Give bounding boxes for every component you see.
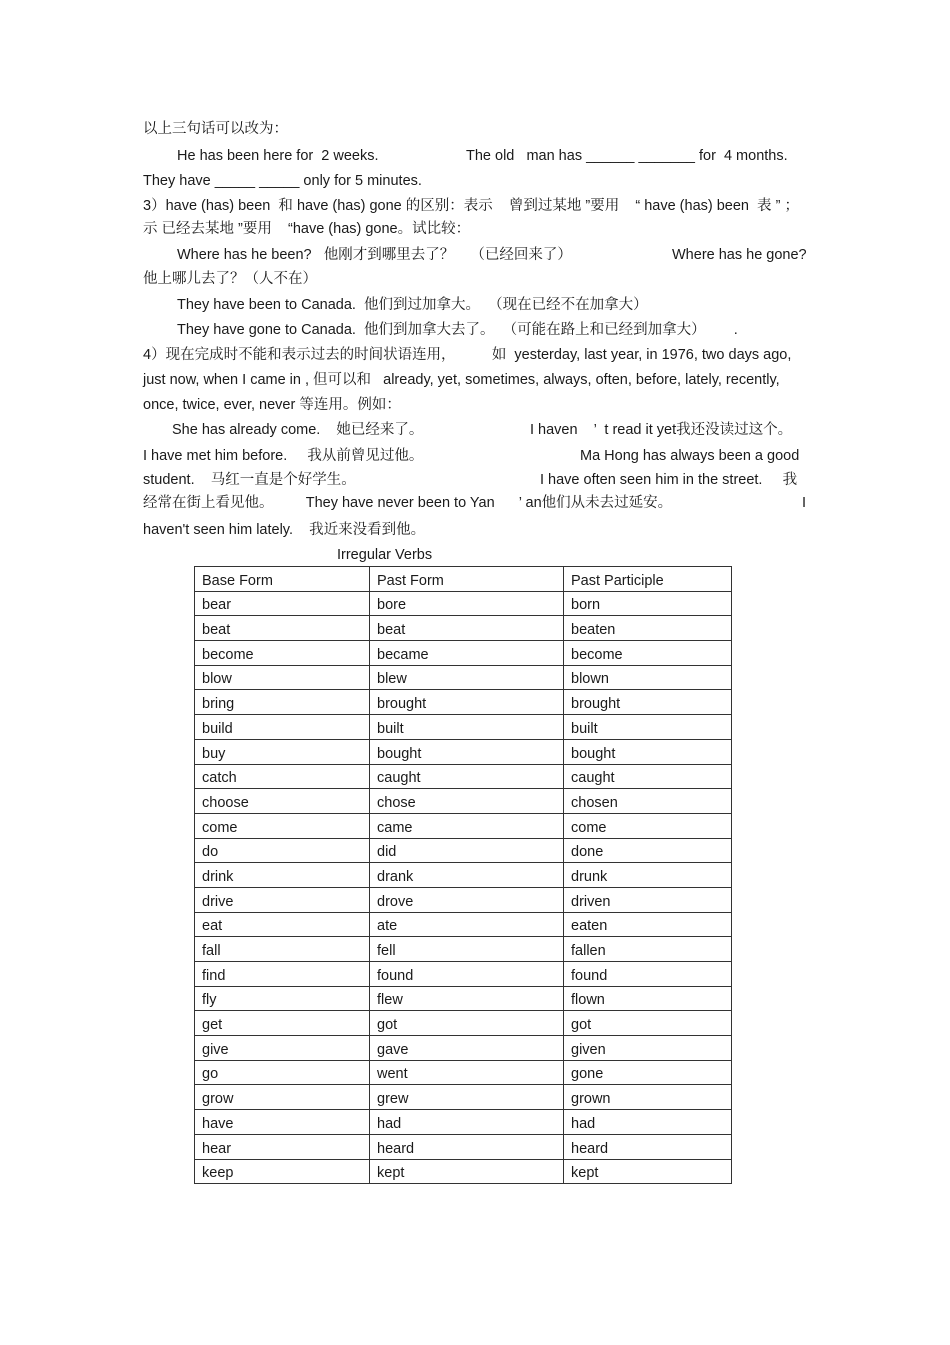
text-line: Ma Hong has always been a good [580,448,800,464]
cell-base-form: fly [195,986,370,1011]
table-row [195,641,732,666]
cell-past-form: got [370,1011,564,1036]
header-past-participle: Past Participle [564,567,732,592]
cell-base-form: go [195,1060,370,1085]
cell-past-form: found [370,962,564,987]
table-body [195,591,732,1184]
cell-past-participle: born [564,591,732,616]
table-row [195,591,732,616]
cell-past-form: drank [370,863,564,888]
cell-base-form: drink [195,863,370,888]
cell-past-form: had [370,1110,564,1135]
cell-past-form: caught [370,764,564,789]
cell-past-form: beat [370,616,564,641]
cell-past-form: heard [370,1134,564,1159]
cell-base-form: bear [195,591,370,616]
cell-past-form: fell [370,937,564,962]
cell-base-form: build [195,715,370,740]
text-line: Where has he been? 他刚才到哪里去了？ （已经回来了） [177,247,572,263]
cell-past-participle: got [564,1011,732,1036]
table-row [195,1036,732,1061]
cell-past-form: went [370,1060,564,1085]
cell-past-form: bore [370,591,564,616]
cell-past-participle: given [564,1036,732,1061]
text-line: He has been here for 2 weeks. [177,148,379,164]
text-line: I have often seen him in the street. 我 [540,472,798,488]
cell-past-participle: driven [564,887,732,912]
cell-past-form: brought [370,690,564,715]
cell-past-participle: kept [564,1159,732,1184]
cell-past-form: ate [370,912,564,937]
cell-base-form: do [195,838,370,863]
text-line: 4）现在完成时不能和表示过去的时间状语连用， 如 yesterday, last year, in 1976, two days ago, [143,347,792,363]
cell-past-participle: drunk [564,863,732,888]
cell-base-form: buy [195,739,370,764]
cell-base-form: beat [195,616,370,641]
cell-past-participle: flown [564,986,732,1011]
cell-base-form: fall [195,937,370,962]
text-line: haven't seen him lately. 我近来没看到他。 [143,522,426,538]
cell-past-participle: brought [564,690,732,715]
table-row [195,813,732,838]
text-line: just now, when I came in , 但可以和 already, yet, sometimes, always, often, before, lately, recently, [143,372,780,388]
table-row [195,1134,732,1159]
table-row [195,937,732,962]
table-row [195,962,732,987]
cell-past-participle: had [564,1110,732,1135]
text-line: 3）have (has) been 和 have (has) gone 的区别：表示 曾到过某地 ”要用 “ have (has) been 表 ” ； [143,198,799,214]
table-row [195,838,732,863]
cell-base-form: hear [195,1134,370,1159]
cell-past-form: blew [370,665,564,690]
cell-base-form: find [195,962,370,987]
table-title: Irregular Verbs [337,547,433,563]
table-row [195,1060,732,1085]
cell-past-participle: heard [564,1134,732,1159]
text-line: 经常在街上看见他。 They have never been to Yan ’ an他们从未去过延安。 [143,495,673,511]
text-line: They have been to Canada. 他们到过加拿大。 （现在已经不在加拿大） [177,297,648,313]
cell-past-participle: eaten [564,912,732,937]
table-row [195,789,732,814]
text-line: I haven ’ t read it yet我还没读过这个。 [530,422,793,438]
cell-past-participle: come [564,813,732,838]
table-header-row [195,567,732,592]
table-row [195,887,732,912]
table-row [195,764,732,789]
text-line: They have gone to Canada. 他们到加拿大去了。 （可能在路上和已经到加拿大） . [177,322,738,338]
table-row [195,665,732,690]
cell-base-form: have [195,1110,370,1135]
text-line: 以上三句话可以改为： [143,121,288,137]
table-row [195,1011,732,1036]
header-base-form: Base Form [195,567,370,592]
text-line: 示 已经去某地 ”要用 “have (has) gone。试比较： [143,221,471,237]
table-row [195,1159,732,1184]
cell-base-form: keep [195,1159,370,1184]
cell-past-participle: found [564,962,732,987]
table-row [195,1110,732,1135]
cell-past-participle: caught [564,764,732,789]
cell-base-form: catch [195,764,370,789]
text-line: I have met him before. 我从前曾见过他。 [143,448,424,464]
cell-past-participle: gone [564,1060,732,1085]
cell-past-participle: done [564,838,732,863]
cell-past-form: grew [370,1085,564,1110]
table-row [195,912,732,937]
cell-base-form: blow [195,665,370,690]
text-line: I [802,495,807,511]
text-line: They have _____ _____ only for 5 minutes. [143,173,422,189]
header-past-form: Past Form [370,567,564,592]
cell-base-form: give [195,1036,370,1061]
text-line: student. 马红一直是个好学生。 [143,472,356,488]
cell-base-form: choose [195,789,370,814]
cell-base-form: come [195,813,370,838]
cell-past-participle: beaten [564,616,732,641]
text-line: The old man has ______ _______ for 4 months. [466,148,788,164]
text-line: She has already come. 她已经来了。 [172,422,424,438]
table-row [195,739,732,764]
cell-past-form: did [370,838,564,863]
text-line: 他上哪儿去了？（人不在） [143,271,317,287]
cell-past-form: built [370,715,564,740]
cell-past-form: chose [370,789,564,814]
cell-past-participle: built [564,715,732,740]
cell-past-participle: bought [564,739,732,764]
table-row [195,616,732,641]
table-row [195,715,732,740]
cell-base-form: get [195,1011,370,1036]
cell-past-form: came [370,813,564,838]
cell-past-participle: chosen [564,789,732,814]
cell-past-form: kept [370,1159,564,1184]
cell-past-form: flew [370,986,564,1011]
table-row [195,986,732,1011]
cell-base-form: become [195,641,370,666]
cell-past-participle: become [564,641,732,666]
cell-past-participle: fallen [564,937,732,962]
text-line: once, twice, ever, never 等连用。例如： [143,397,401,413]
cell-past-form: bought [370,739,564,764]
cell-past-form: became [370,641,564,666]
irregular-verbs-table [194,566,732,1184]
cell-past-form: gave [370,1036,564,1061]
cell-past-form: drove [370,887,564,912]
cell-past-participle: grown [564,1085,732,1110]
table-row [195,1085,732,1110]
cell-past-participle: blown [564,665,732,690]
cell-base-form: grow [195,1085,370,1110]
cell-base-form: bring [195,690,370,715]
cell-base-form: eat [195,912,370,937]
text-line: Where has he gone? [672,247,807,263]
table-row [195,690,732,715]
table-row [195,863,732,888]
cell-base-form: drive [195,887,370,912]
